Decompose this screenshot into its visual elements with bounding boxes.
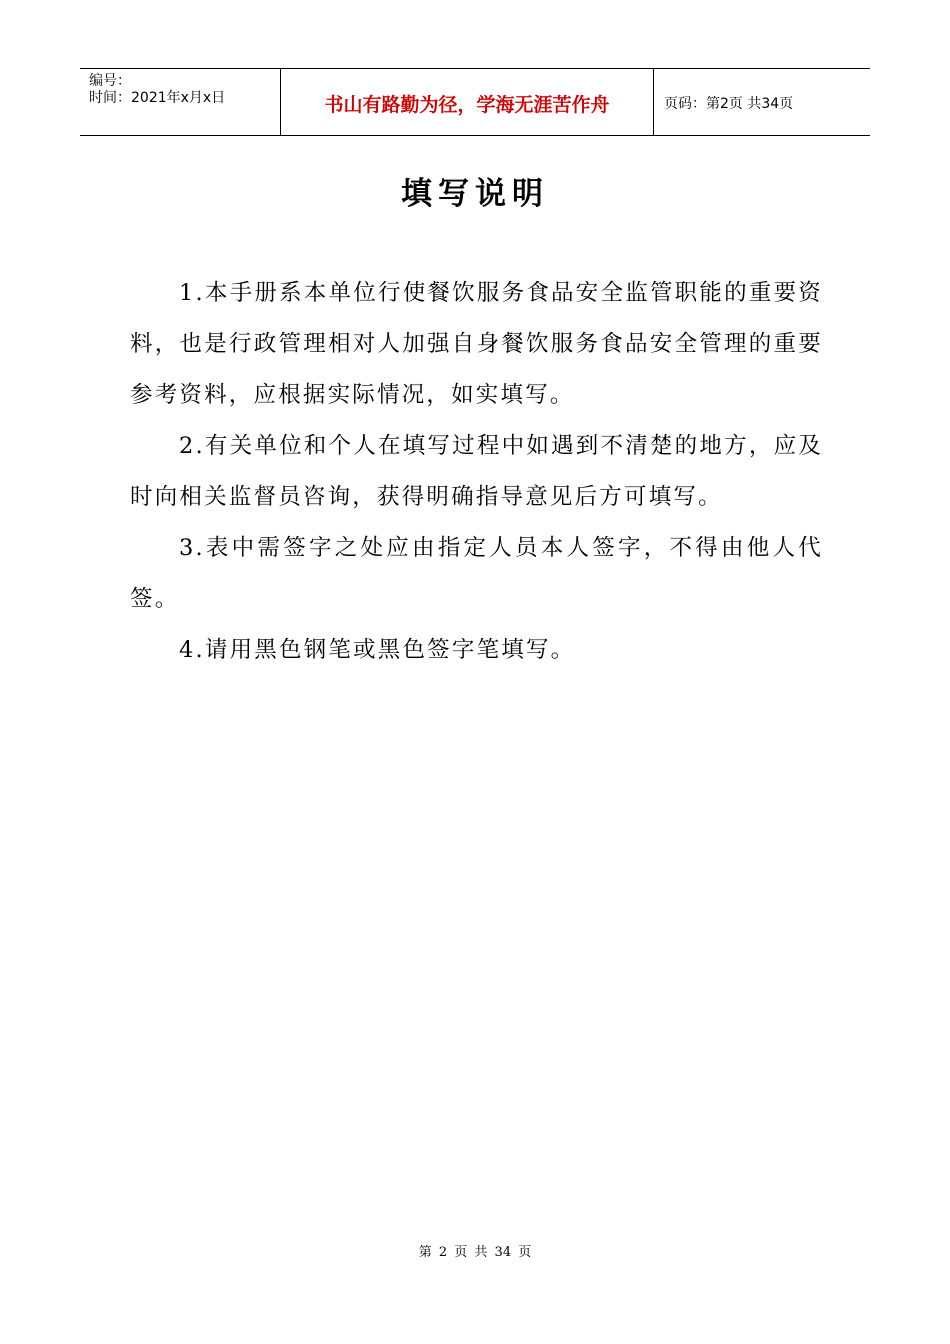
page-footer: 第 2 页 共 34 页 [418,1245,532,1260]
header-page-cell [654,69,870,135]
number-label: 编号： [89,73,131,89]
time-label: 时间：2021年x月x日 [89,90,226,106]
page-title: 填写说明 [401,176,549,212]
header-motto-cell [281,69,654,135]
instruction-paragraph: 4.请用黑色钢笔或黑色签字笔填写。 [179,637,576,663]
instruction-paragraph: 2.有关单位和个人在填写过程中如遇到不清楚的地方，应及时向相关监督员咨询，获得明确指导意见后方可填写。 [130,433,823,510]
header-meta-cell [80,69,281,135]
document-header [80,68,870,136]
instruction-paragraph: 1.本手册系本单位行使餐饮服务食品安全监管职能的重要资料，也是行政管理相对人加强自身餐饮服务食品安全管理的重要参考资料，应根据实际情况，如实填写。 [130,280,823,408]
header-page-info: 页码：第2页 共34页 [664,96,794,112]
instruction-paragraph: 3.表中需签字之处应由指定人员本人签字，不得由他人代签。 [130,535,823,612]
instructions-body [130,268,823,676]
header-motto: 书山有路勤为径，学海无涯苦作舟 [324,93,610,116]
